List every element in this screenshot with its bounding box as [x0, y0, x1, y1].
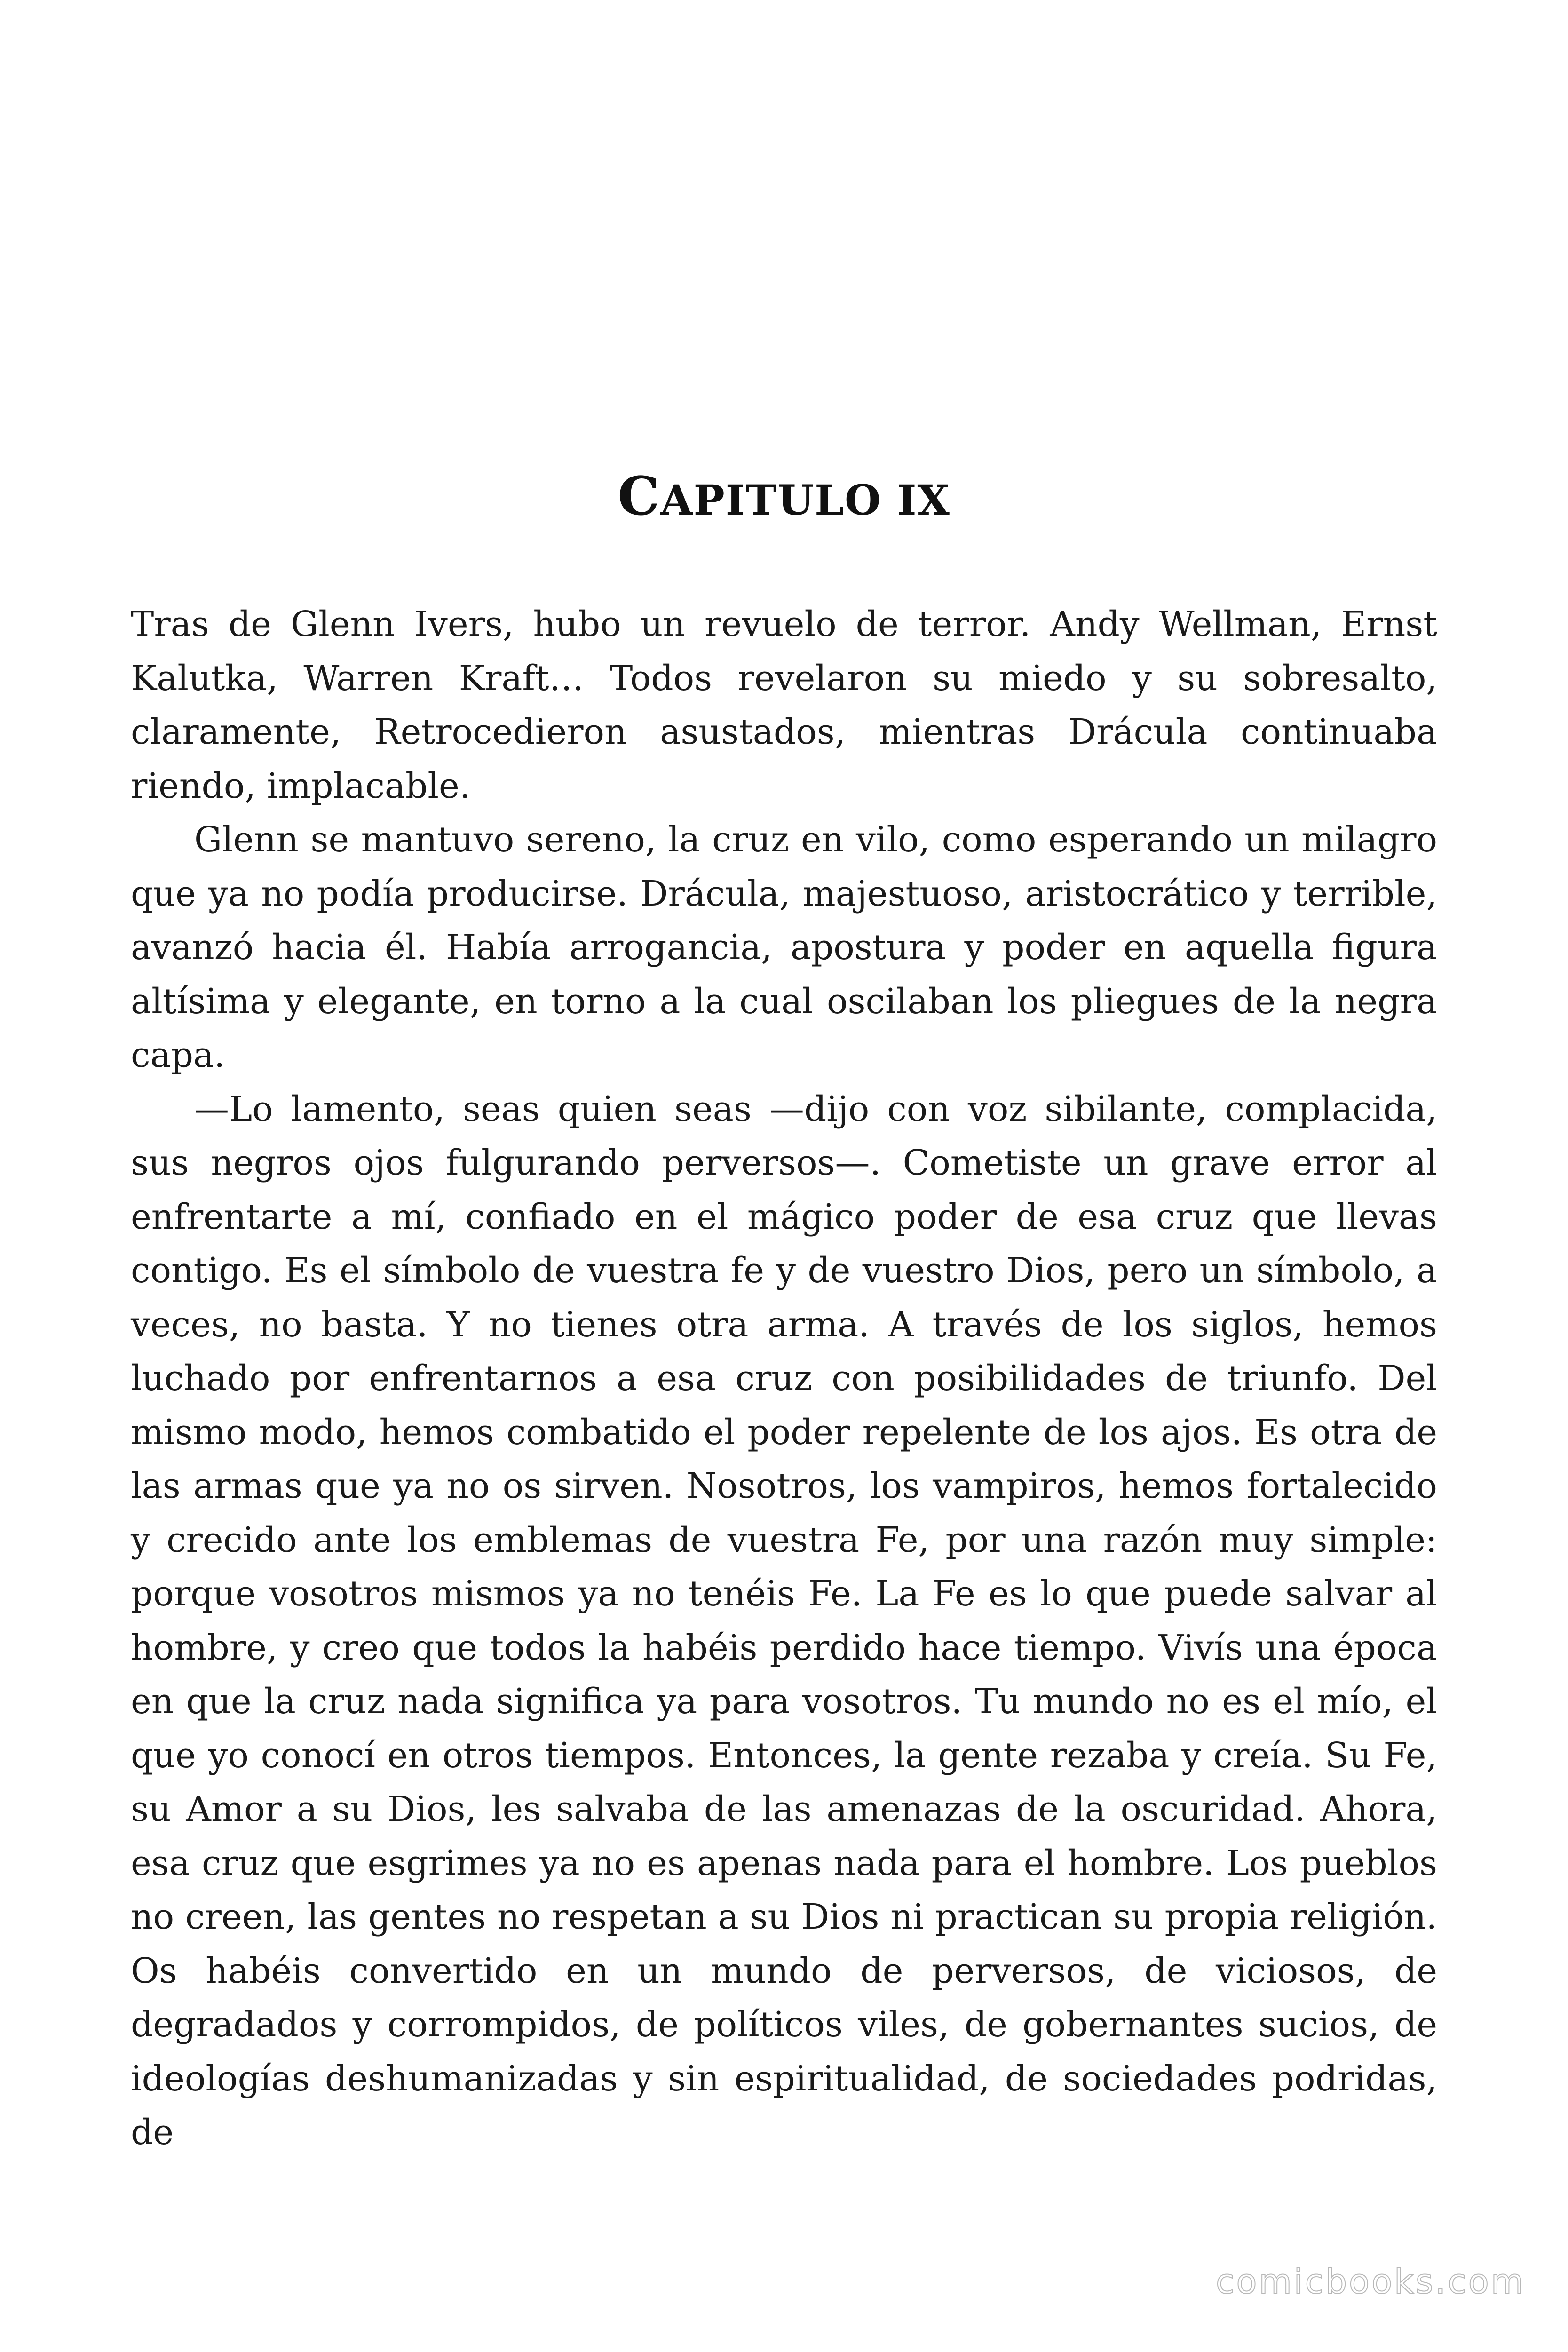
watermark: comicbooks.com [1215, 2262, 1526, 2301]
paragraph-3: —Lo lamento, seas quien seas —dijo con voz sibilante, complacida, sus negros ojos fulgurando perversos—. Cometiste un grave error al enfrentarte a mí, confiado en el mágico poder de esa cruz que llevas contigo. Es el símbolo de vuestra fe y de vuestro Dios, pero un símbolo, a veces, no basta. Y no tienes otra arma. A través de los siglos, hemos luchado por enfrentarnos a esa cruz con posibilidades de triunfo. Del mismo modo, hemos combatido el poder repelente de los ajos. Es otra de las armas que ya no os sirven. Nosotros, los vampiros, hemos fortalecido y crecido ante los emblemas de vuestra Fe, por una razón muy simple: porque vosotros mismos ya no tenéis Fe. La Fe es lo que puede salvar al hombre, y creo que todos la habéis perdido hace tiempo. Vivís una época en que la cruz nada significa ya para vosotros. Tu mundo no es el mío, el que yo conocí en otros tiempos. Entonces, la gente rezaba y creía. Su Fe, su Amor a su Dios, les salvaba de las amenazas de la oscuridad. Ahora, esa cruz que esgrimes ya no es apenas nada para el hombre. Los pueblos no creen, las gentes no respetan a su Dios ni practican su propia religión. Os habéis convertido en un mundo de perversos, de viciosos, de degradados y corrompidos, de políticos viles, de gobernantes sucios, de ideologías deshumanizadas y sin espiritualidad, de sociedades podridas, de [131, 1089, 1437, 2153]
paragraph-1: Tras de Glenn Ivers, hubo un revuelo de terror. Andy Wellman, Ernst Kalutka, Warren Kraft… Todos revelaron su miedo y su sobresalto, claramente, Retrocedieron asustados, mientras Drácula continuaba riendo, implacable. [131, 604, 1437, 806]
chapter-title [0, 466, 1568, 527]
paragraph-2: Glenn se mantuvo sereno, la cruz en vilo, como esperando un milagro que ya no podía producirse. Drácula, majestuoso, aristocrático y terrible, avanzó hacia él. Había arrogancia, apostura y poder en aquella figura altísima y elegante, en torno a la cual oscilaban los pliegues de la negra capa. [131, 819, 1437, 1075]
chapter-title-initial: C [618, 466, 661, 527]
chapter-title-rest: APITULO IX [660, 476, 950, 524]
body-text [131, 597, 1437, 2160]
